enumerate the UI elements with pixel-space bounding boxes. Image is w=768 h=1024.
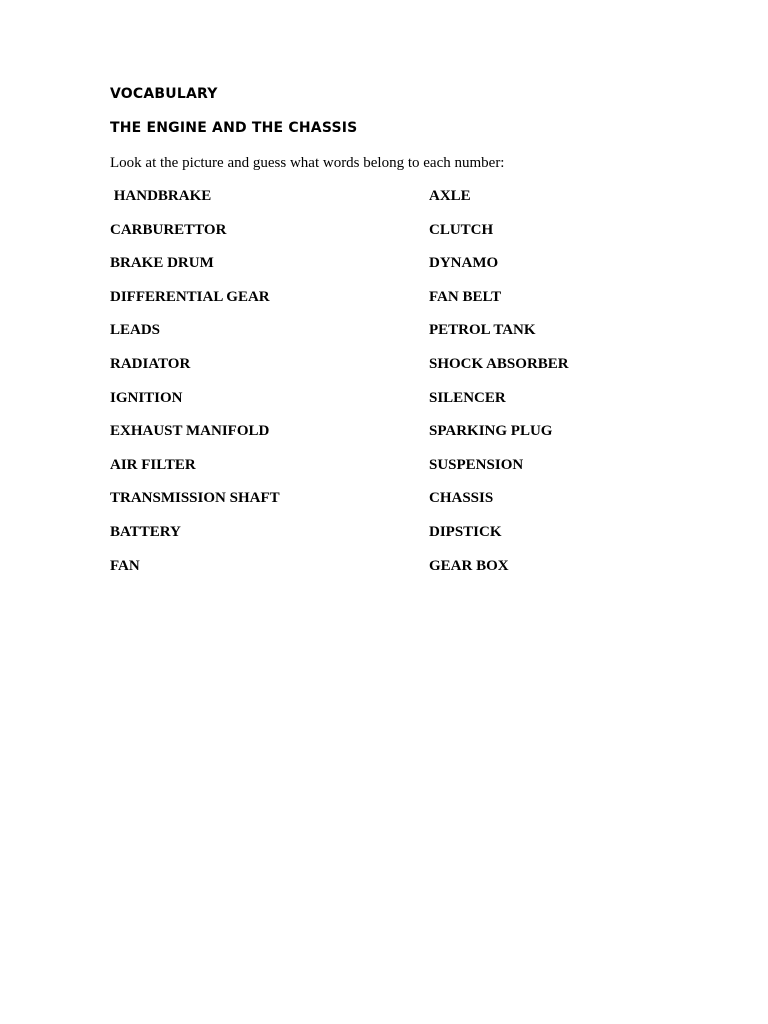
word-right: DYNAMO: [429, 255, 499, 272]
document-title: VOCABULARY: [110, 86, 218, 102]
word-left: IGNITION: [110, 389, 183, 406]
word-left: DIFFERENTIAL GEAR: [110, 288, 270, 305]
word-row: [110, 320, 670, 354]
word-left: BATTERY: [110, 523, 181, 540]
word-row: [110, 455, 670, 489]
word-left: FAN: [110, 557, 140, 574]
word-right: AXLE: [429, 188, 471, 204]
word-row: [110, 488, 670, 522]
word-row: [110, 354, 670, 388]
word-row: [110, 388, 670, 422]
vocabulary-word-list: [110, 186, 670, 589]
word-right: SUSPENSION: [429, 456, 524, 473]
word-left: CARBURETTOR: [110, 221, 227, 238]
word-right: FAN BELT: [429, 288, 502, 305]
word-right: SHOCK ABSORBER: [429, 355, 569, 372]
word-left: LEADS: [110, 322, 161, 339]
word-right: PETROL TANK: [429, 322, 536, 339]
word-left: BRAKE DRUM: [110, 255, 214, 272]
word-row: [110, 556, 670, 590]
word-left: AIR FILTER: [110, 456, 196, 473]
word-row: [110, 186, 670, 220]
word-right: CLUTCH: [429, 221, 494, 238]
word-row: [110, 522, 670, 556]
word-right: CHASSIS: [429, 490, 494, 507]
word-row: [110, 220, 670, 254]
instruction-text: Look at the picture and guess what words belong to each number:: [110, 155, 505, 171]
word-left: RADIATOR: [110, 355, 191, 372]
word-left: EXHAUST MANIFOLD: [110, 423, 270, 440]
word-left: HANDBRAKE: [110, 188, 212, 204]
word-right: DIPSTICK: [429, 523, 502, 540]
document-subtitle: THE ENGINE AND THE CHASSIS: [110, 120, 358, 136]
word-row: [110, 253, 670, 287]
word-row: [110, 287, 670, 321]
word-row: [110, 421, 670, 455]
word-right: GEAR BOX: [429, 557, 509, 574]
word-left: TRANSMISSION SHAFT: [110, 490, 280, 507]
word-right: SPARKING PLUG: [429, 423, 553, 440]
word-right: SILENCER: [429, 389, 506, 406]
